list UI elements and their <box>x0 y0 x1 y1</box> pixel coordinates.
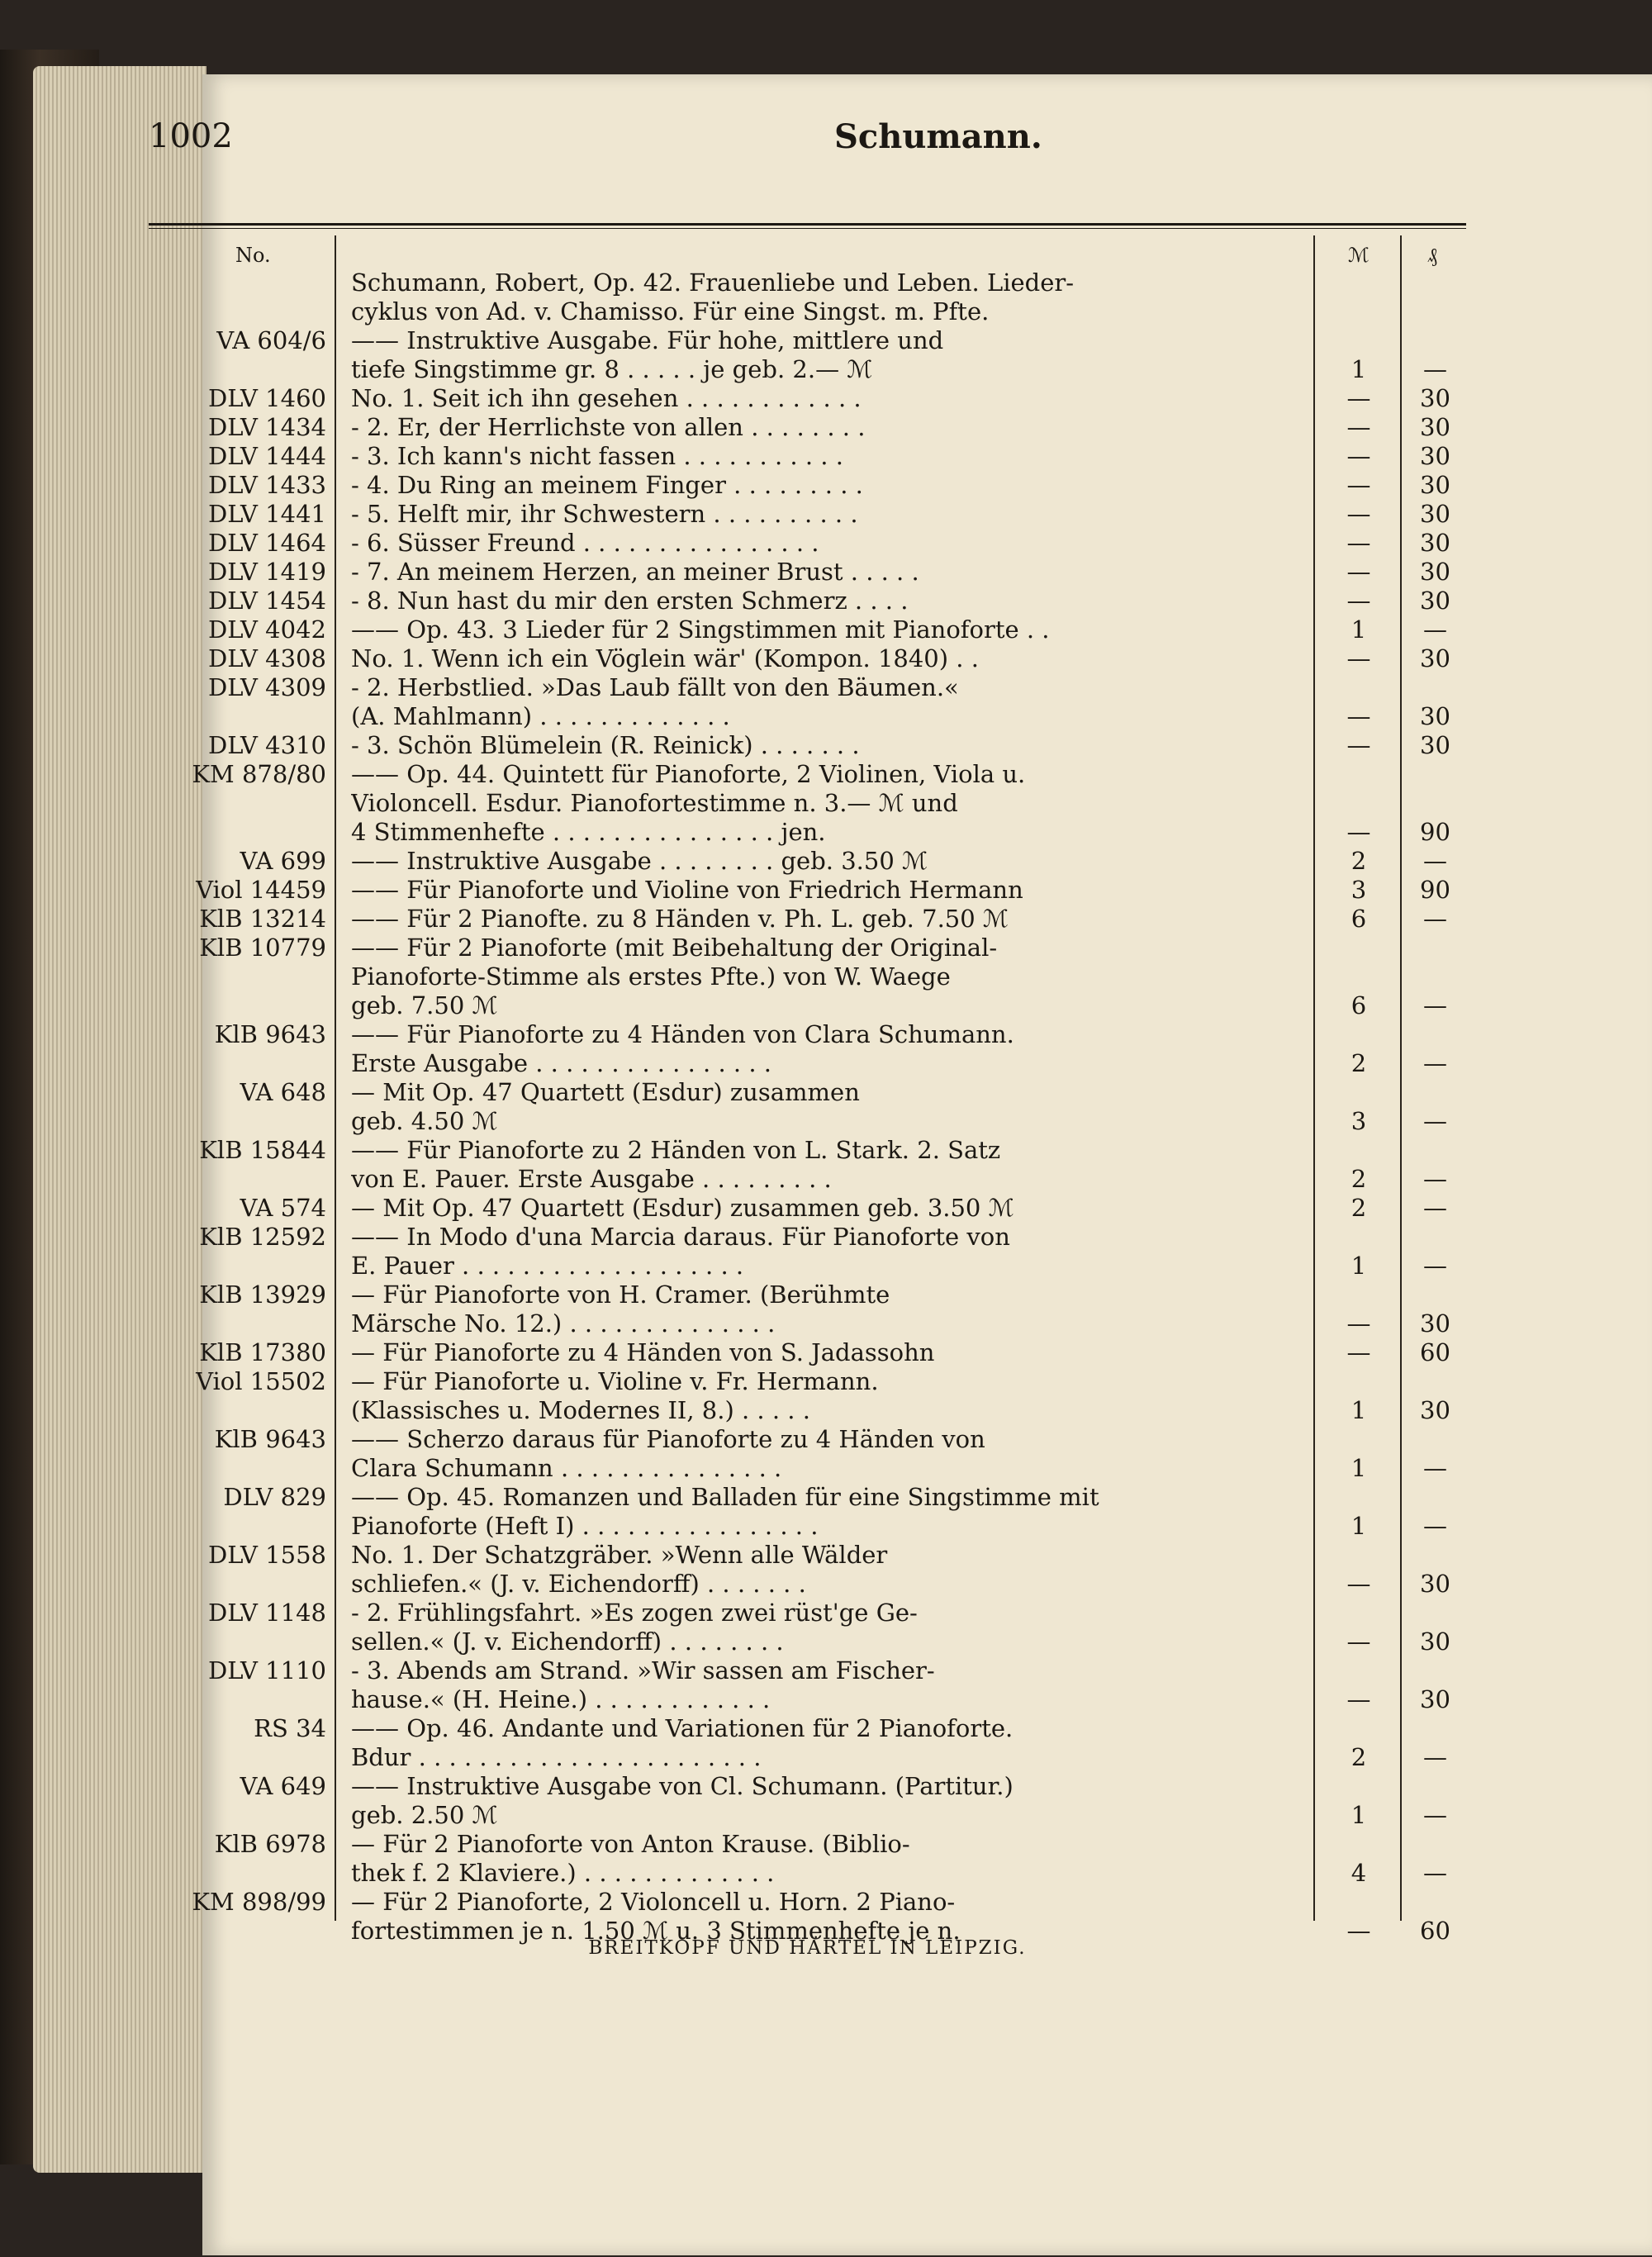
price-mark <box>1322 297 1396 326</box>
page-number: 1002 <box>149 117 233 155</box>
catalog-number <box>149 1252 326 1281</box>
price-mark: — <box>1346 471 1371 499</box>
price-mark <box>1322 1281 1396 1309</box>
catalog-number <box>149 1454 326 1483</box>
price-mark <box>1322 1772 1396 1801</box>
entry-text: —— Instruktive Ausgabe. Für hohe, mittlere und <box>351 326 944 354</box>
catalog-number <box>149 818 326 847</box>
price-mark <box>1322 1367 1396 1396</box>
catalog-number: DLV 4308 <box>207 644 326 672</box>
catalog-number: DLV 1148 <box>207 1599 326 1627</box>
entry-text: Violoncell. Esdur. Pianofortestimme n. 3.— ℳ und <box>351 789 958 817</box>
price-mark: — <box>1346 384 1371 412</box>
catalog-number: KlB 13214 <box>199 905 326 933</box>
price-pfennig <box>1404 1714 1466 1743</box>
catalog-number <box>149 1049 326 1078</box>
price-mark <box>1322 962 1396 991</box>
entry-text: von E. Pauer. Erste Ausgabe . . . . . . . . . <box>351 1165 832 1193</box>
price-pfennig: 30 <box>1420 1309 1450 1338</box>
entry-text: tiefe Singstimme gr. 8 . . . . . je geb. 2.— ℳ <box>351 355 873 383</box>
price-mark <box>1322 1223 1396 1252</box>
entry-text: Erste Ausgabe . . . . . . . . . . . . . . . . <box>351 1049 772 1077</box>
catalog-number <box>149 1801 326 1830</box>
table-row <box>149 789 1466 818</box>
price-pfennig: 30 <box>1420 731 1450 759</box>
price-pfennig <box>1404 326 1466 355</box>
table-row <box>149 1338 1466 1367</box>
price-pfennig <box>1404 1830 1466 1859</box>
catalog-number: RS 34 <box>254 1714 326 1742</box>
price-mark <box>1322 1136 1396 1165</box>
price-pfennig <box>1404 1223 1466 1252</box>
price-pfennig: 30 <box>1420 644 1450 672</box>
price-pfennig <box>1404 1541 1466 1570</box>
catalog-number: DLV 1464 <box>207 529 326 557</box>
entry-text: - 8. Nun hast du mir den ersten Schmerz . . . . <box>351 587 909 615</box>
entry-text: - 7. An meinem Herzen, an meiner Brust . . . . . <box>351 558 919 586</box>
price-mark: 6 <box>1351 991 1367 1019</box>
catalog-number: Viol 14459 <box>196 876 326 904</box>
price-mark <box>1322 1830 1396 1859</box>
price-pfennig <box>1404 268 1466 297</box>
table-row <box>149 1714 1466 1743</box>
entry-text: sellen.« (J. v. Eichendorff) . . . . . . . . <box>351 1627 784 1656</box>
entry-text: —— Für 2 Pianoforte (mit Beibehaltung der Original- <box>351 934 998 962</box>
price-pfennig: — <box>1423 1454 1447 1482</box>
entry-text: —— Für Pianoforte zu 2 Händen von L. Stark. 2. Satz <box>351 1136 1001 1164</box>
entry-text: —— Op. 44. Quintett für Pianoforte, 2 Violinen, Viola u. <box>351 760 1026 788</box>
table-row <box>149 1888 1466 1917</box>
table-row <box>149 934 1466 962</box>
price-mark: — <box>1346 500 1371 528</box>
entry-text: — Mit Op. 47 Quartett (Esdur) zusammen <box>351 1078 860 1106</box>
catalog-number <box>149 991 326 1020</box>
entry-text: No. 1. Der Schatzgräber. »Wenn alle Wälder <box>351 1541 888 1569</box>
price-pfennig <box>1404 1656 1466 1685</box>
price-pfennig: — <box>1423 1107 1447 1135</box>
price-pfennig: — <box>1423 847 1447 875</box>
catalog-number: DLV 4042 <box>207 615 326 644</box>
catalog-number: KlB 12592 <box>199 1223 326 1251</box>
table-row <box>149 1627 1466 1656</box>
table-row <box>149 1367 1466 1396</box>
price-pfennig: 60 <box>1420 1338 1450 1366</box>
entry-text: geb. 7.50 ℳ <box>351 991 498 1019</box>
table-row <box>149 1859 1466 1888</box>
entry-text: - 3. Ich kann's nicht fassen . . . . . . . . . . . <box>351 442 843 470</box>
catalog-number: DLV 1454 <box>207 587 326 615</box>
catalog-number: KlB 17380 <box>199 1338 326 1366</box>
price-pfennig: 30 <box>1420 442 1450 470</box>
table-row <box>149 962 1466 991</box>
table-row <box>149 268 1466 297</box>
price-mark <box>1322 1078 1396 1107</box>
entry-text: —— Op. 43. 3 Lieder für 2 Singstimmen mit Pianoforte . . <box>351 615 1050 644</box>
table-row <box>149 731 1466 760</box>
price-mark: 2 <box>1351 847 1367 875</box>
catalog-number: Viol 15502 <box>196 1367 326 1395</box>
catalog-number: DLV 1434 <box>207 413 326 441</box>
catalog-number <box>149 789 326 818</box>
table-row <box>149 1772 1466 1801</box>
entry-text: E. Pauer . . . . . . . . . . . . . . . . . . . <box>351 1252 744 1280</box>
entry-text: — Für Pianoforte von H. Cramer. (Berühmte <box>351 1281 890 1309</box>
table-row <box>149 673 1466 702</box>
price-pfennig <box>1404 1425 1466 1454</box>
table-row <box>149 1396 1466 1425</box>
catalog-number: KM 898/99 <box>192 1888 326 1916</box>
entry-text: No. 1. Wenn ich ein Vöglein wär' (Kompon. 1840) . . <box>351 644 979 672</box>
table-row <box>149 1541 1466 1570</box>
price-pfennig: — <box>1423 1252 1447 1280</box>
price-pfennig: — <box>1423 1743 1447 1771</box>
entry-text: - 3. Abends am Strand. »Wir sassen am Fischer- <box>351 1656 935 1684</box>
table-row <box>149 1801 1466 1830</box>
price-mark: — <box>1346 442 1371 470</box>
catalog-number: VA 649 <box>240 1772 326 1800</box>
table-row <box>149 1570 1466 1599</box>
price-mark: 3 <box>1351 876 1367 904</box>
price-pfennig <box>1404 673 1466 702</box>
price-pfennig: — <box>1423 1859 1447 1887</box>
price-mark: — <box>1346 644 1371 672</box>
entry-text: No. 1. Seit ich ihn gesehen . . . . . . . . . . . . <box>351 384 862 412</box>
price-pfennig <box>1404 1888 1466 1917</box>
table-row <box>149 1685 1466 1714</box>
price-mark <box>1322 1714 1396 1743</box>
price-pfennig: 30 <box>1420 1396 1450 1424</box>
catalog-number: DLV 829 <box>223 1483 326 1511</box>
table-row <box>149 1454 1466 1483</box>
price-mark: — <box>1346 1338 1371 1366</box>
price-pfennig: 90 <box>1420 876 1450 904</box>
table-row <box>149 442 1466 471</box>
table-row <box>149 1165 1466 1194</box>
catalog-number: KlB 13929 <box>199 1281 326 1309</box>
entry-text: thek f. 2 Klaviere.) . . . . . . . . . . . . . <box>351 1859 775 1887</box>
price-mark: — <box>1346 558 1371 586</box>
price-mark <box>1322 268 1396 297</box>
entry-text: - 2. Er, der Herrlichste von allen . . . . . . . . <box>351 413 866 441</box>
price-mark: — <box>1346 1685 1371 1713</box>
price-pfennig: — <box>1423 355 1447 383</box>
price-mark: — <box>1346 529 1371 557</box>
catalog-number <box>149 1512 326 1541</box>
page-heading: Schumann. <box>834 116 1042 156</box>
catalog-number: DLV 1444 <box>207 442 326 470</box>
table-row <box>149 905 1466 934</box>
price-pfennig: 30 <box>1420 1570 1450 1598</box>
entry-text: cyklus von Ad. v. Chamisso. Für eine Singst. m. Pfte. <box>351 297 990 325</box>
price-mark: — <box>1346 731 1371 759</box>
entry-text: —— Op. 46. Andante und Variationen für 2 Pianoforte. <box>351 1714 1014 1742</box>
column-header-mark: ℳ <box>1348 244 1370 267</box>
price-mark: 2 <box>1351 1194 1367 1222</box>
price-pfennig: — <box>1423 905 1447 933</box>
price-pfennig: — <box>1423 1165 1447 1193</box>
price-pfennig: — <box>1423 1194 1447 1222</box>
price-pfennig <box>1404 789 1466 818</box>
catalog-number <box>149 1859 326 1888</box>
table-row <box>149 1194 1466 1223</box>
catalog-number: KM 878/80 <box>192 760 326 788</box>
entry-text: - 2. Frühlingsfahrt. »Es zogen zwei rüst'ge Ge- <box>351 1599 918 1627</box>
entry-text: Pianoforte (Heft I) . . . . . . . . . . . . . . . . <box>351 1512 819 1540</box>
price-pfennig: 30 <box>1420 702 1450 730</box>
entry-text: Pianoforte-Stimme als erstes Pfte.) von W. Waege <box>351 962 951 991</box>
catalog-number: VA 648 <box>240 1078 326 1106</box>
catalog-number <box>149 355 326 384</box>
price-pfennig: — <box>1423 1049 1447 1077</box>
price-pfennig <box>1404 1136 1466 1165</box>
entry-text: —— Für Pianoforte zu 4 Händen von Clara Schumann. <box>351 1020 1014 1048</box>
price-pfennig <box>1404 760 1466 789</box>
table-row <box>149 1512 1466 1541</box>
table-row <box>149 1599 1466 1627</box>
entry-text: Clara Schumann . . . . . . . . . . . . . . . <box>351 1454 782 1482</box>
table-row <box>149 355 1466 384</box>
price-pfennig <box>1404 962 1466 991</box>
price-mark <box>1322 760 1396 789</box>
price-mark: 2 <box>1351 1049 1367 1077</box>
entry-text: —— In Modo d'una Marcia daraus. Für Pianoforte von <box>351 1223 1010 1251</box>
entry-text: Bdur . . . . . . . . . . . . . . . . . . . . . . . <box>351 1743 762 1771</box>
entry-text: - 6. Süsser Freund . . . . . . . . . . . . . . . . <box>351 529 819 557</box>
price-pfennig <box>1404 1020 1466 1049</box>
price-mark: 1 <box>1351 1252 1367 1280</box>
price-mark <box>1322 1483 1396 1512</box>
price-mark <box>1322 1020 1396 1049</box>
price-mark <box>1322 1599 1396 1627</box>
price-pfennig: 30 <box>1420 587 1450 615</box>
catalog-number <box>149 1685 326 1714</box>
price-mark: — <box>1346 1917 1371 1945</box>
catalog-number: DLV 1419 <box>207 558 326 586</box>
table-row <box>149 1309 1466 1338</box>
table-row <box>149 818 1466 847</box>
entry-text: (A. Mahlmann) . . . . . . . . . . . . . <box>351 702 730 730</box>
entry-text: —— Für 2 Pianofte. zu 8 Händen v. Ph. L. geb. 7.50 ℳ <box>351 905 1009 933</box>
table-row <box>149 384 1466 413</box>
price-pfennig: — <box>1423 1512 1447 1540</box>
table-row <box>149 413 1466 442</box>
catalog-number <box>149 1570 326 1599</box>
price-mark <box>1322 673 1396 702</box>
entry-text: - 3. Schön Blümelein (R. Reinick) . . . . . . . <box>351 731 860 759</box>
catalog-number <box>149 1309 326 1338</box>
price-mark: — <box>1346 1309 1371 1338</box>
price-pfennig <box>1404 1483 1466 1512</box>
entry-text: — Für 2 Pianoforte von Anton Krause. (Biblio- <box>351 1830 910 1858</box>
table-row <box>149 1252 1466 1281</box>
catalog-number <box>149 702 326 731</box>
entry-text: — Mit Op. 47 Quartett (Esdur) zusammen geb. 3.50 ℳ <box>351 1194 1014 1222</box>
entry-text: —— Instruktive Ausgabe . . . . . . . . geb. 3.50 ℳ <box>351 847 928 875</box>
price-pfennig: — <box>1423 1801 1447 1829</box>
price-mark: 1 <box>1351 355 1367 383</box>
catalog-number <box>149 1627 326 1656</box>
entry-text: Schumann, Robert, Op. 42. Frauenliebe und Leben. Lieder- <box>351 268 1075 297</box>
catalog-number: VA 604/6 <box>216 326 326 354</box>
price-mark: 1 <box>1351 1396 1367 1424</box>
entry-text: (Klassisches u. Modernes II, 8.) . . . . . <box>351 1396 810 1424</box>
catalog-number <box>149 1107 326 1136</box>
price-mark: 4 <box>1351 1859 1367 1887</box>
table-row <box>149 991 1466 1020</box>
price-pfennig: 30 <box>1420 1627 1450 1656</box>
price-mark <box>1322 934 1396 962</box>
price-pfennig: 30 <box>1420 384 1450 412</box>
table-row <box>149 1483 1466 1512</box>
table-row <box>149 1223 1466 1252</box>
price-mark: 3 <box>1351 1107 1367 1135</box>
table-row <box>149 587 1466 615</box>
catalog-number <box>149 297 326 326</box>
price-mark <box>1322 1425 1396 1454</box>
table-row <box>149 1656 1466 1685</box>
price-mark: — <box>1346 702 1371 730</box>
entry-text: —— Scherzo daraus für Pianoforte zu 4 Händen von <box>351 1425 985 1453</box>
price-mark: 1 <box>1351 1512 1367 1540</box>
price-pfennig <box>1404 1599 1466 1627</box>
price-mark <box>1322 789 1396 818</box>
table-row <box>149 1078 1466 1107</box>
entry-text: hause.« (H. Heine.) . . . . . . . . . . . . <box>351 1685 771 1713</box>
entry-text: — Für 2 Pianoforte, 2 Violoncell u. Horn. 2 Piano- <box>351 1888 956 1916</box>
catalog-number: DLV 4309 <box>207 673 326 701</box>
entry-text: - 2. Herbstlied. »Das Laub fällt von den Bäumen.« <box>351 673 959 701</box>
table-row <box>149 1107 1466 1136</box>
catalog-number: KlB 9643 <box>214 1020 326 1048</box>
table-row <box>149 847 1466 876</box>
table-row <box>149 1743 1466 1772</box>
table-row <box>149 558 1466 587</box>
entry-text: fortestimmen je n. 1.50 ℳ u. 3 Stimmenhefte je n. <box>351 1917 961 1945</box>
price-mark: 1 <box>1351 1801 1367 1829</box>
price-mark <box>1322 1888 1396 1917</box>
price-mark: 6 <box>1351 905 1367 933</box>
catalog-number <box>149 1743 326 1772</box>
price-pfennig <box>1404 934 1466 962</box>
entry-text: — Für Pianoforte zu 4 Händen von S. Jadassohn <box>351 1338 935 1366</box>
table-row <box>149 1281 1466 1309</box>
table-row <box>149 471 1466 500</box>
price-pfennig: 90 <box>1420 818 1450 846</box>
catalog-number: DLV 1460 <box>207 384 326 412</box>
table-row <box>149 615 1466 644</box>
table-row <box>149 1425 1466 1454</box>
price-mark: — <box>1346 413 1371 441</box>
price-pfennig <box>1404 297 1466 326</box>
catalog-number: DLV 4310 <box>207 731 326 759</box>
entry-text: —— Instruktive Ausgabe von Cl. Schumann. (Partitur.) <box>351 1772 1014 1800</box>
table-row <box>149 644 1466 673</box>
price-mark <box>1322 326 1396 355</box>
catalog-number: KlB 15844 <box>199 1136 326 1164</box>
price-pfennig: — <box>1423 991 1447 1019</box>
table-row <box>149 500 1466 529</box>
catalog-number <box>149 1396 326 1425</box>
catalog-number: DLV 1441 <box>207 500 326 528</box>
price-mark: 2 <box>1351 1743 1367 1771</box>
catalog-number <box>149 1165 326 1194</box>
price-mark: — <box>1346 587 1371 615</box>
entry-text: geb. 4.50 ℳ <box>351 1107 498 1135</box>
catalog-number: DLV 1558 <box>207 1541 326 1569</box>
catalog-number: DLV 1110 <box>207 1656 326 1684</box>
price-mark: — <box>1346 818 1371 846</box>
entry-text: schliefen.« (J. v. Eichendorff) . . . . . . . <box>351 1570 806 1598</box>
table-row <box>149 1830 1466 1859</box>
table-row <box>149 529 1466 558</box>
price-mark: 2 <box>1351 1165 1367 1193</box>
price-pfennig <box>1404 1281 1466 1309</box>
price-pfennig: 30 <box>1420 500 1450 528</box>
price-mark: — <box>1346 1627 1371 1656</box>
catalog-number: KlB 9643 <box>214 1425 326 1453</box>
publisher-footer: BREITKOPF UND HÄRTEL IN LEIPZIG. <box>588 1937 1027 1959</box>
entry-text: - 5. Helft mir, ihr Schwestern . . . . . . . . . . <box>351 500 858 528</box>
table-row <box>149 760 1466 789</box>
price-mark: 1 <box>1351 1454 1367 1482</box>
table-row <box>149 1136 1466 1165</box>
catalog-number: KlB 10779 <box>199 934 326 962</box>
entry-text: —— Op. 45. Romanzen und Balladen für eine Singstimme mit <box>351 1483 1099 1511</box>
entry-text: — Für Pianoforte u. Violine v. Fr. Hermann. <box>351 1367 879 1395</box>
catalog-number: DLV 1433 <box>207 471 326 499</box>
price-mark: — <box>1346 1570 1371 1598</box>
catalog-number: VA 699 <box>240 847 326 875</box>
catalog-number <box>149 962 326 991</box>
price-pfennig: 30 <box>1420 413 1450 441</box>
column-header-pfennig: ₰ <box>1427 244 1437 267</box>
entry-text: —— Für Pianoforte und Violine von Friedrich Hermann <box>351 876 1023 904</box>
catalog-number <box>149 268 326 297</box>
table-row <box>149 1020 1466 1049</box>
running-head <box>149 99 1470 173</box>
table-row <box>149 1049 1466 1078</box>
table-row <box>149 876 1466 905</box>
column-header-no: No. <box>235 244 271 267</box>
entry-text: Märsche No. 12.) . . . . . . . . . . . . . . <box>351 1309 776 1338</box>
catalog-number: KlB 6978 <box>214 1830 326 1858</box>
entry-text: - 4. Du Ring an meinem Finger . . . . . . . . . <box>351 471 863 499</box>
price-pfennig: 30 <box>1420 1685 1450 1713</box>
price-pfennig: 30 <box>1420 471 1450 499</box>
price-pfennig <box>1404 1772 1466 1801</box>
price-pfennig: 30 <box>1420 529 1450 557</box>
price-pfennig <box>1404 1078 1466 1107</box>
price-pfennig: 30 <box>1420 558 1450 586</box>
header-rule <box>149 223 1466 229</box>
table-row <box>149 326 1466 355</box>
entry-text: 4 Stimmenhefte . . . . . . . . . . . . . . . jen. <box>351 818 826 846</box>
entry-text: geb. 2.50 ℳ <box>351 1801 498 1829</box>
price-mark <box>1322 1656 1396 1685</box>
price-mark: 1 <box>1351 615 1367 644</box>
price-pfennig <box>1404 1367 1466 1396</box>
table-row <box>149 297 1466 326</box>
price-pfennig: — <box>1423 615 1447 644</box>
catalog-table <box>149 235 1466 1945</box>
price-mark <box>1322 1541 1396 1570</box>
price-pfennig: 60 <box>1420 1917 1450 1945</box>
table-row <box>149 702 1466 731</box>
catalog-number: VA 574 <box>240 1194 326 1222</box>
